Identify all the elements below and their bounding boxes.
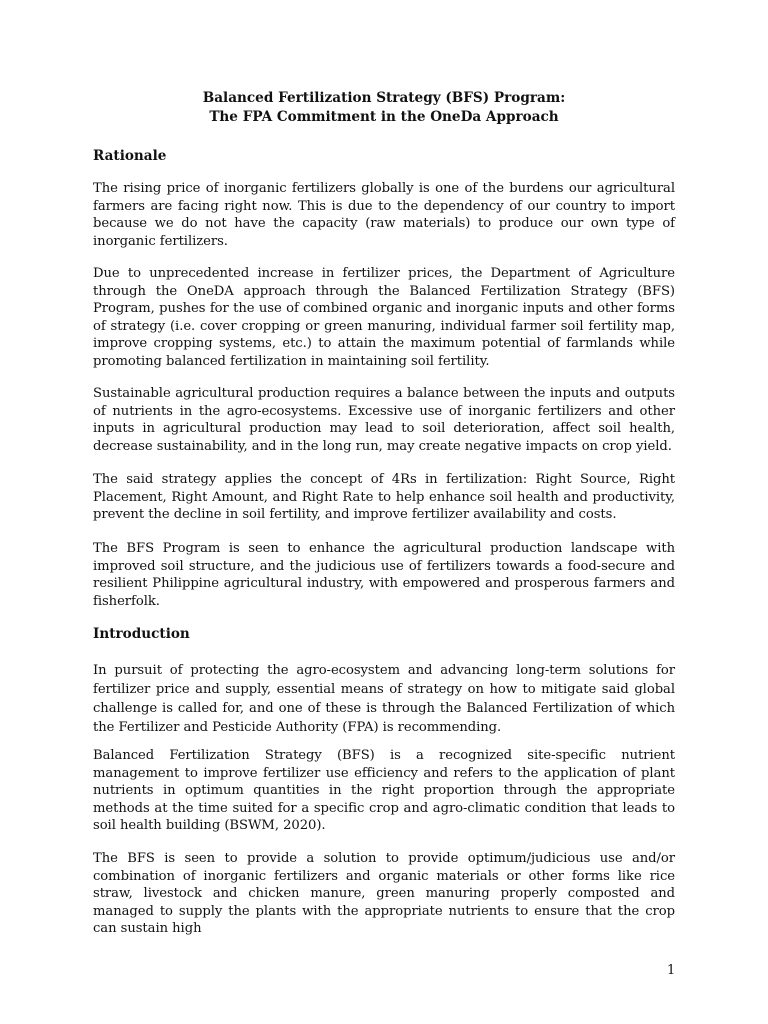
page-number: 1 (667, 963, 676, 978)
rationale-paragraph-4: The said strategy applies the concept of 4Rs in fertilization: Right Source, Right Placement, Right Amount, and Right Rate to help enhance soil health and productivity, prevent the decline in soil fertility, and improve fertilizer availability and costs. (93, 472, 675, 523)
rationale-heading: Rationale (93, 148, 167, 164)
rationale-paragraph-2: Due to unprecedented increase in fertilizer prices, the Department of Agriculture through the OneDA approach through the Balanced Fertilization Strategy (BFS) Program, pushes for the use of combined organic and inorganic inputs and other forms of strategy (i.e. cover cropping or green manuring, individual farmer soil fertility map, improve cropping systems, etc.) to attain the maximum potential of farmlands while promoting balanced fertilization in maintaining soil fertility. (93, 266, 675, 369)
introduction-paragraph-2: Balanced Fertilization Strategy (BFS) is a recognized site-specific nutrient management to improve fertilizer use efficiency and refers to the application of plant nutrients in optimum quantities in the right proportion through the appropriate methods at the time suited for a specific crop and agro-climatic condition that leads to soil health building (BSWM, 2020). (93, 748, 675, 834)
introduction-paragraph-1: In pursuit of protecting the agro-ecosystem and advancing long-term solutions for fertilizer price and supply, essential means of strategy on how to mitigate said global challenge is called for, and one of these is through the Balanced Fertilization of which the Fertilizer and Pesticide Authority (FPA) is recommending. (93, 663, 675, 735)
introduction-heading: Introduction (93, 626, 190, 642)
rationale-paragraph-5: The BFS Program is seen to enhance the agricultural production landscape with improved soil structure, and the judicious use of fertilizers towards a food-secure and resilient Philippine agricultural industry, with empowered and prosperous farmers and fisherfolk. (93, 541, 675, 609)
introduction-paragraph-3: The BFS is seen to provide a solution to provide optimum/judicious use and/or combination of inorganic fertilizers and organic materials or other forms like rice straw, livestock and chicken manure, green manuring properly composted and managed to supply the plants with the appropriate nutrients to ensure that the crop can sustain high (93, 851, 675, 937)
rationale-paragraph-1: The rising price of inorganic fertilizers globally is one of the burdens our agricultural farmers are facing right now. This is due to the dependency of our country to import because we do not have the capacity (raw materials) to produce our own type of inorganic fertilizers. (93, 181, 675, 249)
rationale-paragraph-3: Sustainable agricultural production requires a balance between the inputs and outputs of nutrients in the agro-ecosystems. Excessive use of inorganic fertilizers and other inputs in agricultural production may lead to soil deterioration, affect soil health, decrease sustainability, and in the long run, may create negative impacts on crop yield. (93, 386, 675, 454)
document-title-line-2: The FPA Commitment in the OneDa Approach (209, 109, 559, 125)
document-title-line-1: Balanced Fertilization Strategy (BFS) Program: (202, 90, 566, 106)
